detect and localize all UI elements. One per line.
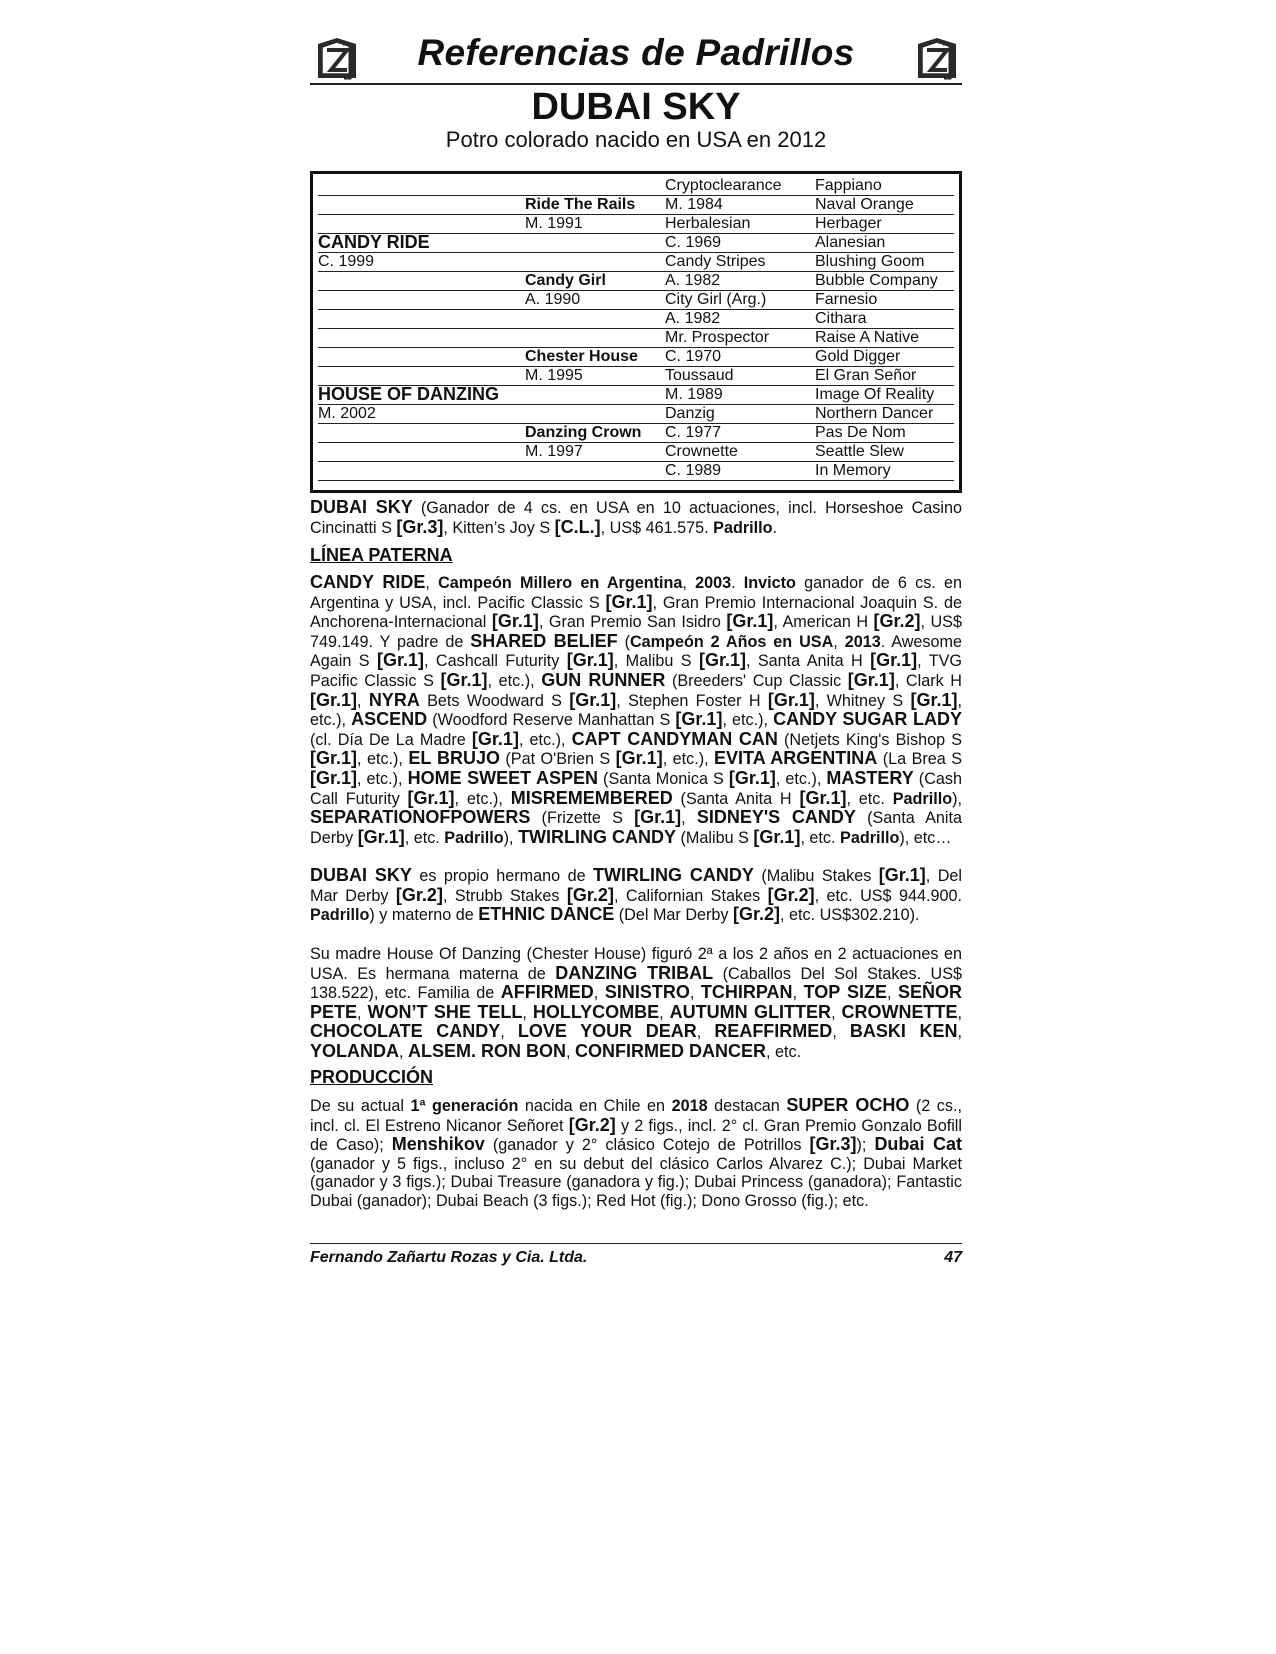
dam-name: HOUSE OF DANZING — [318, 384, 500, 404]
pedigree-row — [318, 176, 954, 196]
produccion-paragraph: De su actual 1ª generación nacida en Chile en 2018 destacan SUPER OCHO (2 cs., incl. cl. El Estreno Nicanor Señoret [Gr.2] y 2 figs., incl. 2° cl. Gran Premio Gonzalo Bofill de Caso); Menshikov (ganador y 2° clásico Cotejo de Potrillos [Gr.3]); Dubai Cat (ganador y 5 figs., incluso 2° en su debut del clásico Carlos Alvarez C.); Dubai Market (ganador y 3 figs.); Dubai Treasure (ganadora y fig.); Dubai Princess (ganadora); Fantastic Dubai (ganador); Dubai Beach (3 figs.); Red Hot (fig.); Dono Grosso (fig.); etc. — [310, 1095, 962, 1210]
pedigree-cell: Bubble Company — [815, 272, 938, 289]
pedigree-cell: C. 1977 — [665, 424, 722, 441]
intro-paragraph: DUBAI SKY (Ganador de 4 cs. en USA en 10 actuaciones, incl. Horseshoe Casino Cincinatti S [Gr.3], Kitten’s Joy S [C.L.], US$ 461.575. Padrillo. — [310, 497, 962, 537]
pedigree-cell: Candy Stripes — [665, 253, 766, 270]
pedigree-cell: Candy Girl — [525, 272, 606, 289]
pedigree-cell: C. 1970 — [665, 348, 722, 365]
pedigree-row — [318, 423, 954, 443]
pedigree-row — [318, 252, 954, 272]
pedigree-row — [318, 461, 954, 481]
pedigree-row — [318, 290, 954, 310]
pedigree-cell: C. 1999 — [318, 253, 375, 270]
pedigree-cell: Herbager — [815, 215, 882, 232]
zr-logo-icon — [314, 34, 360, 82]
pedigree-cell: In Memory — [815, 462, 891, 479]
pedigree-cell: M. 1989 — [665, 386, 723, 403]
pedigree-cell: Pas De Nom — [815, 424, 906, 441]
pedigree-cell: Danzig — [665, 405, 715, 422]
pedigree-cell: Northern Dancer — [815, 405, 934, 422]
pedigree-cell: M. 1997 — [525, 443, 583, 460]
pedigree-row — [318, 347, 954, 367]
pedigree-cell: C. 1989 — [665, 462, 722, 479]
sire-name: CANDY RIDE — [318, 232, 430, 252]
section-heading-produccion: PRODUCCIÓN — [310, 1067, 434, 1087]
pedigree-cell: Crownette — [665, 443, 738, 460]
page-header — [310, 32, 962, 84]
pedigree-cell: A. 1982 — [665, 310, 721, 327]
pedigree-cell: Image Of Reality — [815, 386, 935, 403]
pedigree-row — [318, 233, 954, 253]
pedigree-cell: M. 1995 — [525, 367, 583, 384]
pedigree-cell: Cryptoclearance — [665, 177, 782, 194]
pedigree-row — [318, 328, 954, 348]
page-number: 47 — [944, 1249, 962, 1266]
footer-rule — [310, 1243, 962, 1244]
pedigree-cell: Blushing Goom — [815, 253, 925, 270]
pedigree-row — [318, 214, 954, 234]
pedigree-cell: El Gran Señor — [815, 367, 917, 384]
pedigree-cell: M. 1991 — [525, 215, 583, 232]
pedigree-row — [318, 442, 954, 462]
pedigree-row — [318, 366, 954, 386]
horse-description: Potro colorado nacido en USA en 2012 — [445, 127, 827, 152]
section-heading-linea-paterna: LÍNEA PATERNA — [310, 545, 453, 565]
pedigree-cell: Alanesian — [815, 234, 886, 251]
pedigree-cell: M. 1984 — [665, 196, 723, 213]
pedigree-cell: Farnesio — [815, 291, 878, 308]
pedigree-cell: M. 2002 — [318, 405, 376, 422]
pedigree-row — [318, 404, 954, 424]
pedigree-cell: Seattle Slew — [815, 443, 904, 460]
zr-logo-icon — [914, 34, 960, 82]
pedigree-row — [318, 195, 954, 215]
pedigree-cell: C. 1969 — [665, 234, 722, 251]
page-title: Referencias de Padrillos — [417, 32, 855, 73]
pedigree-row — [318, 271, 954, 291]
madre-paragraph: Su madre House Of Danzing (Chester House) figuró 2ª a los 2 años en 2 actuaciones en USA. Es hermana materna de DANZING TRIBAL (Caballos Del Sol Stakes. US$ 138.522), etc. Familia de AFFIRMED, SINISTRO, TCHIRPAN, TOP SIZE, SEÑOR PETE, WON’T SHE TELL, HOLLYCOMBE, AUTUMN GLITTER, CROWNETTE, CHOCOLATE CANDY, LOVE YOUR DEAR, REAFFIRMED, BASKI KEN, YOLANDA, ALSEM. RON BON, CONFIRMED DANCER, etc. — [310, 945, 963, 1061]
pedigree-row — [318, 309, 954, 329]
hermano-paragraph: DUBAI SKY es propio hermano de TWIRLING CANDY (Malibu Stakes [Gr.1], Del Mar Derby [Gr.2], Strubb Stakes [Gr.2], Californian Stakes [Gr.2], etc. US$ 944.900. Padrillo) y materno de ETHNIC DANCE (Del Mar Derby [Gr.2], etc. US$302.210). — [310, 865, 963, 925]
pedigree-cell: Toussaud — [665, 367, 734, 384]
pedigree-cell: Ride The Rails — [525, 196, 636, 213]
pedigree-cell: Mr. Prospector — [665, 329, 770, 346]
pedigree-cell: A. 1982 — [665, 272, 721, 289]
pedigree-cell: Raise A Native — [815, 329, 920, 346]
pedigree-cell: Danzing Crown — [525, 424, 642, 441]
pedigree-cell: Fappiano — [815, 177, 882, 194]
pedigree-row — [318, 385, 954, 405]
footer-company: Fernando Zañartu Rozas y Cia. Ltda. — [310, 1249, 588, 1266]
pedigree-cell: A. 1990 — [525, 291, 581, 308]
pedigree-cell: Chester House — [525, 348, 638, 365]
header-rule — [310, 83, 962, 85]
pedigree-cell: Naval Orange — [815, 196, 914, 213]
linea-paterna-paragraph: CANDY RIDE, Campeón Millero en Argentina, 2003. Invicto ganador de 6 cs. en Argentina y USA, incl. Pacific Classic S [Gr.1], Gran Premio Internacional Joaquin S. de Anchorena-Internacional [Gr.1], Gran Premio San Isidro [Gr.1], American H [Gr.2], US$ 749.149. Y padre de SHARED BELIEF (Campeón 2 Años en USA, 2013. Awesome Again S [Gr.1], Cashcall Futurity [Gr.1], Malibu S [Gr.1], Santa Anita H [Gr.1], TVG Pacific Classic S [Gr.1], etc.), GUN RUNNER (Breeders' Cup Classic [Gr.1], Clark H [Gr.1], NYRA Bets Woodward S [Gr.1], Stephen Foster H [Gr.1], Whitney S [Gr.1], etc.), ASCEND (Woodford Reserve Manhattan S [Gr.1], etc.), CANDY SUGAR LADY (cl. Día De La Madre [Gr.1], etc.), CAPT CANDYMAN CAN (Netjets King's Bishop S [Gr.1], etc.), EL BRUJO (Pat O'Brien S [Gr.1], etc.), EVITA ARGENTINA (La Brea S [Gr.1], etc.), HOME SWEET ASPEN (Santa Monica S [Gr.1], etc.), MASTERY (Cash Call Futurity [Gr.1], etc.), MISREMEMBERED (Santa Anita H [Gr.1], etc. Padrillo), SEPARATIONOFPOWERS (Frizette S [Gr.1], SIDNEY'S CANDY (Santa Anita Derby [Gr.1], etc. Padrillo), TWIRLING CANDY (Malibu S [Gr.1], etc. Padrillo), etc… — [310, 572, 962, 847]
pedigree-table — [310, 171, 962, 493]
horse-name: DUBAI SKY — [531, 86, 741, 128]
pedigree-cell: Herbalesian — [665, 215, 751, 232]
pedigree-cell: City Girl (Arg.) — [665, 291, 767, 308]
pedigree-cell: Cithara — [815, 310, 867, 327]
pedigree-cell: Gold Digger — [815, 348, 901, 365]
